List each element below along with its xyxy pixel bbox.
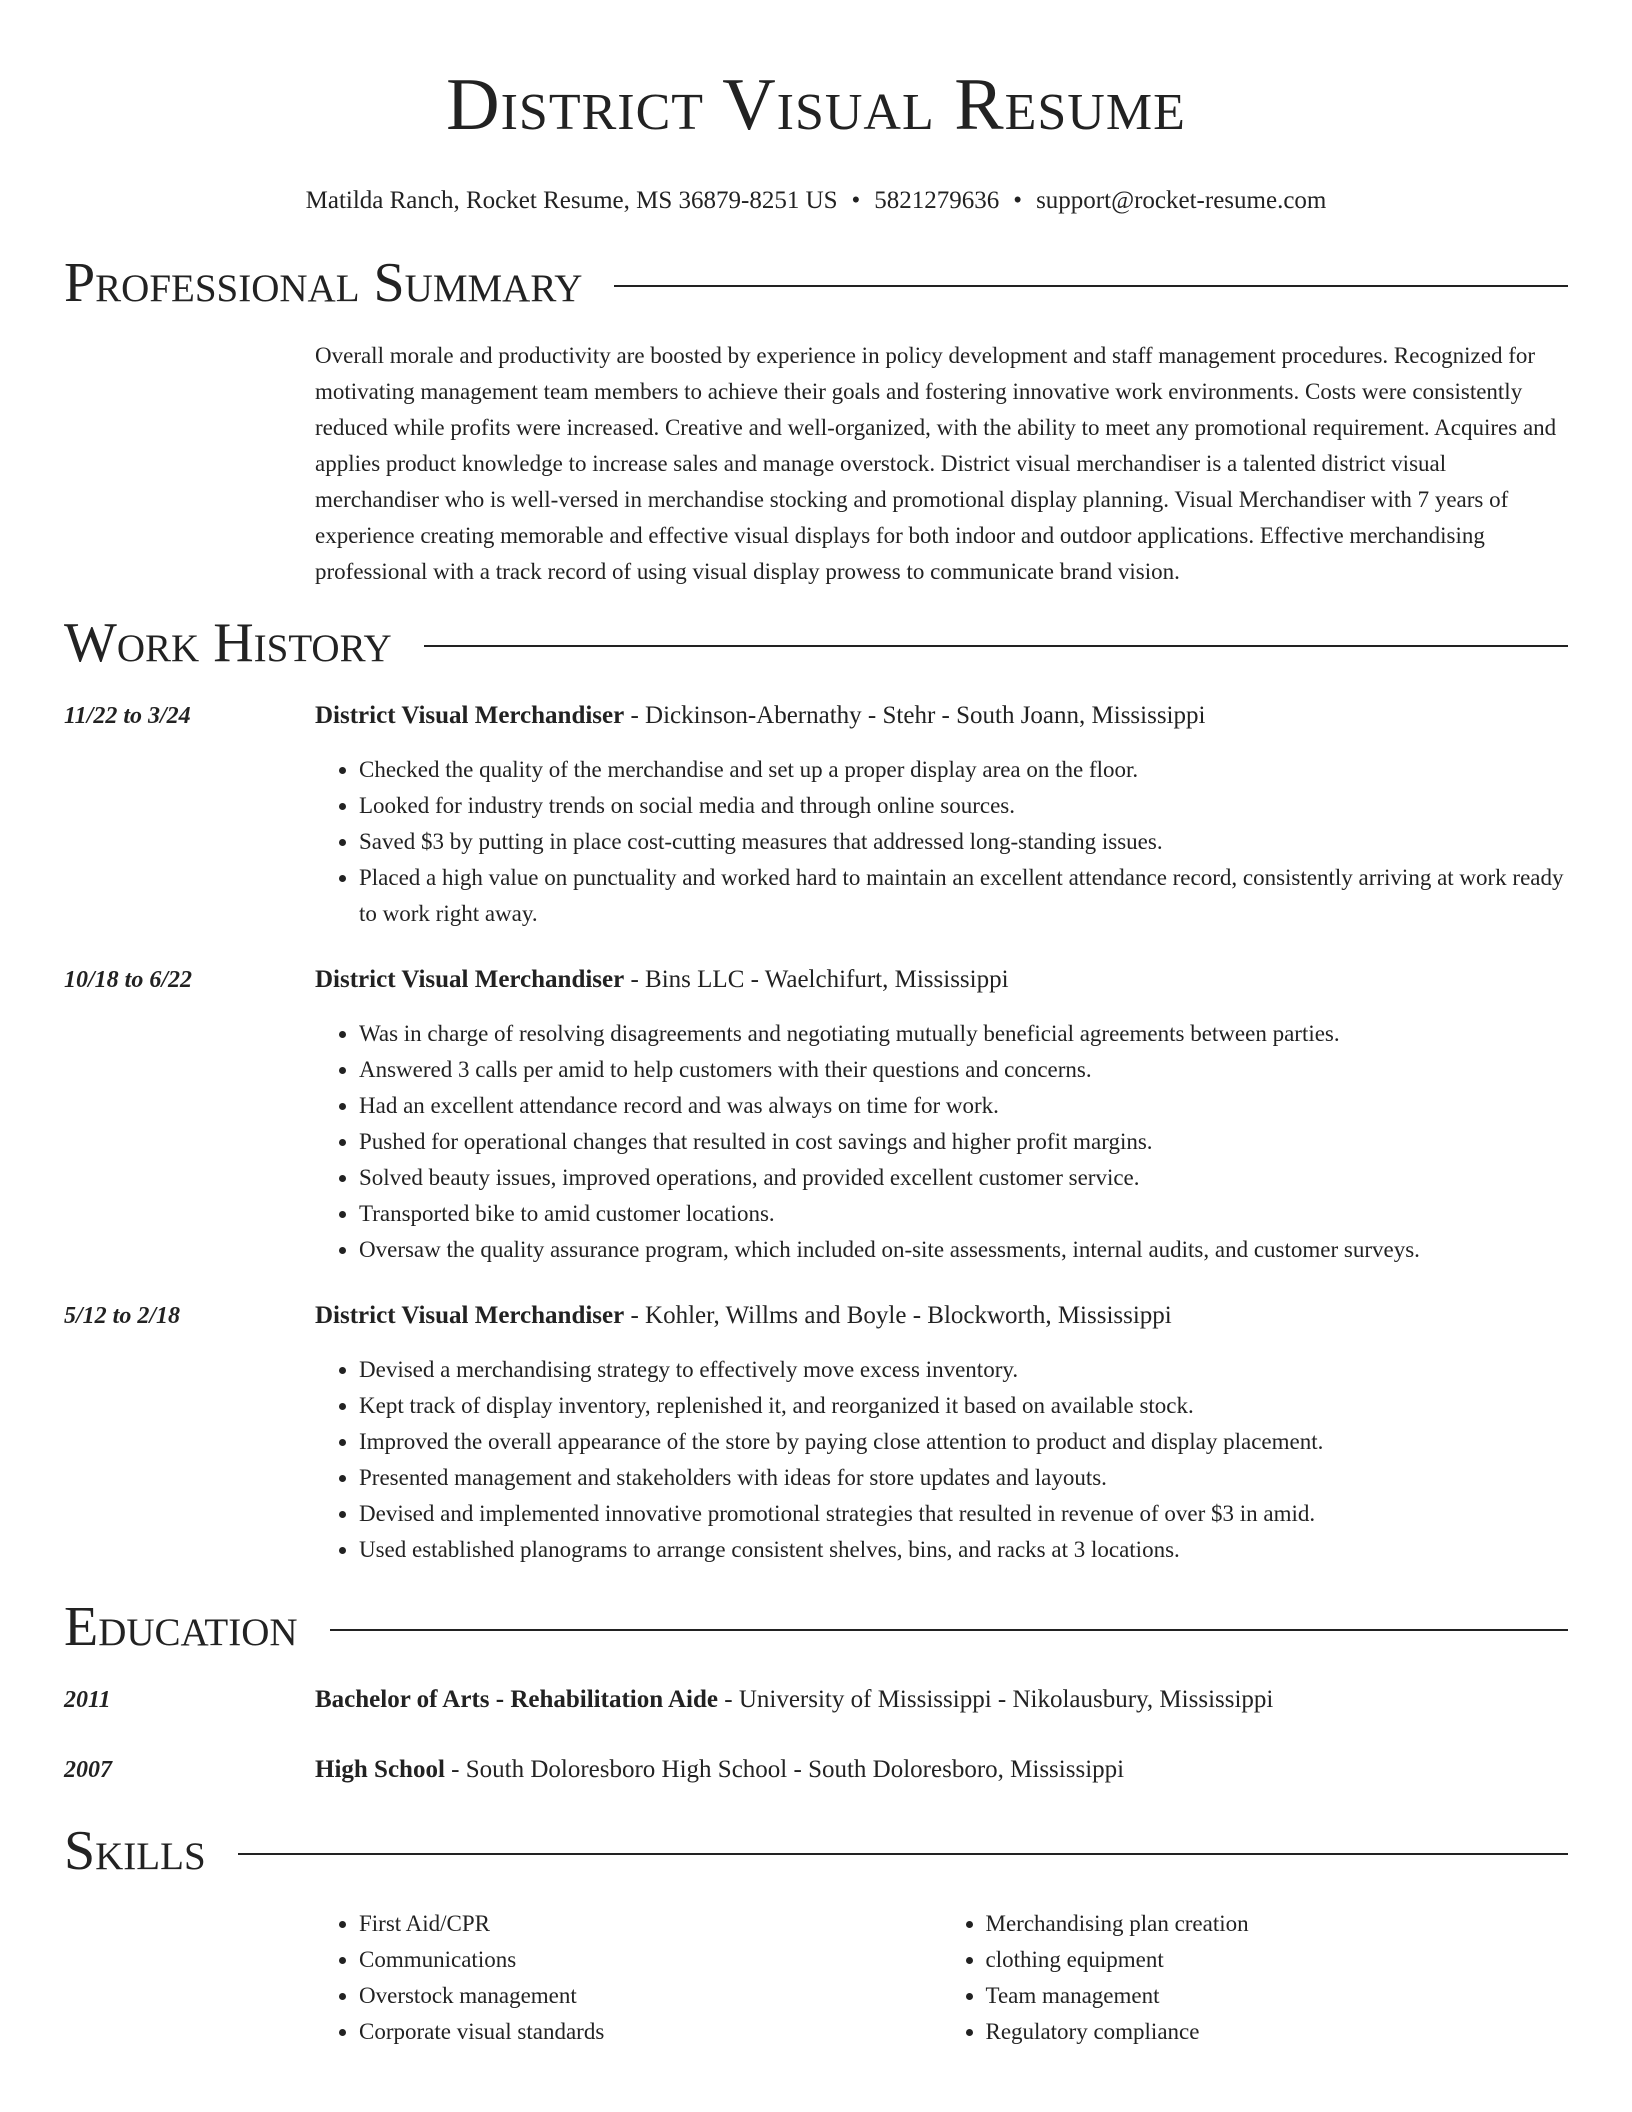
skill-item: • Merchandising plan creation [986,1906,1569,1942]
skill-item: • Team management [986,1978,1569,2014]
skill-item: • Overstock management [359,1978,942,2014]
section-title-education: Education [64,1596,298,1658]
job-bullets [315,1016,1568,1268]
job-bullet: • Solved beauty issues, improved operations, and provided excellent customer service. [359,1160,1568,1196]
job-bullet: • Oversaw the quality assurance program, which included on-site assessments, internal audits, and customer surveys. [359,1232,1568,1268]
education-year: 2011 [64,1687,111,1713]
job-bullet: • Pushed for operational changes that resulted in cost savings and higher profit margins. [359,1124,1568,1160]
job-bullet: • Kept track of display inventory, replenished it, and reorganized it based on available stock. [359,1388,1568,1424]
section-divider [614,285,1568,287]
job-bullet: • Saved $3 by putting in place cost-cutting measures that addressed long-standing issues. [359,824,1568,860]
job-bullet: • Presented management and stakeholders with ideas for store updates and layouts. [359,1460,1568,1496]
section-divider [330,1629,1568,1631]
contact-separator: • [851,187,861,214]
skill-item: • First Aid/CPR [359,1906,942,1942]
education-headline [315,1752,1568,1788]
job-body [315,1298,1568,1568]
job-bullet: • Improved the overall appearance of the store by paying close attention to product and display placement. [359,1424,1568,1460]
contact-separator: • [1013,187,1023,214]
section-divider [238,1853,1568,1855]
job-entry [64,698,1568,932]
summary-section-heading [64,254,1568,312]
education-year: 2007 [64,1757,112,1783]
contact-line [64,186,1568,216]
job-bullet: • Placed a high value on punctuality and worked hard to maintain an excellent attendance record, consistently arriving at work ready to work right away. [359,860,1568,932]
education-headline [315,1682,1568,1718]
job-headline [315,698,1568,734]
work-section-heading [64,614,1568,672]
section-title-work: Work History [64,612,392,674]
job-title: District Visual Merchandiser [315,1302,625,1329]
job-bullet: • Devised a merchandising strategy to effectively move excess inventory. [359,1352,1568,1388]
education-body [315,1752,1568,1788]
resume-title: District Visual Resume [446,64,1186,146]
job-bullet: • Had an excellent attendance record and was always on time for work. [359,1088,1568,1124]
education-details: - South Doloresboro High School - South Doloresboro, Mississippi [444,1756,1125,1783]
skill-item: • Regulatory compliance [986,2014,1569,2050]
section-title-skills: Skills [64,1820,206,1882]
education-entry [64,1752,1568,1788]
skills-grid [315,1906,1568,2050]
job-details: - Dickinson-Abernathy - Stehr - South Joann, Mississippi [624,702,1206,729]
job-dates: 11/22 to 3/24 [64,703,191,729]
skills-column-right [942,1906,1569,2050]
skill-item: • Corporate visual standards [359,2014,942,2050]
contact-phone: 5821279636 [874,187,1000,214]
job-bullet: • Devised and implemented innovative promotional strategies that resulted in revenue of over $3 in amid. [359,1496,1568,1532]
job-bullet: • Was in charge of resolving disagreements and negotiating mutually beneficial agreements between parties. [359,1016,1568,1052]
job-bullet: • Used established planograms to arrange consistent shelves, bins, and racks at 3 locations. [359,1532,1568,1568]
education-degree: High School [315,1756,445,1783]
job-dates: 5/12 to 2/18 [64,1303,181,1329]
job-headline [315,1298,1568,1334]
education-degree: Bachelor of Arts - Rehabilitation Aide [315,1686,719,1713]
job-headline [315,962,1568,998]
job-body [315,962,1568,1268]
section-divider [424,645,1568,647]
job-title: District Visual Merchandiser [315,702,625,729]
skill-item: • Communications [359,1942,942,1978]
skill-item: • clothing equipment [986,1942,1569,1978]
job-dates: 10/18 to 6/22 [64,967,193,993]
job-bullets [315,752,1568,932]
education-entry [64,1682,1568,1718]
job-entry [64,1298,1568,1568]
job-bullet: • Transported bike to amid customer locations. [359,1196,1568,1232]
job-details: - Bins LLC - Waelchifurt, Mississippi [624,966,1009,993]
education-body [315,1682,1568,1718]
education-details: - University of Mississippi - Nikolausbury, Mississippi [718,1686,1274,1713]
job-bullet: • Checked the quality of the merchandise and set up a proper display area on the floor. [359,752,1568,788]
skills-column-left [315,1906,942,2050]
job-entry [64,962,1568,1268]
contact-email: support@rocket-resume.com [1036,187,1327,214]
job-title: District Visual Merchandiser [315,966,625,993]
job-details: - Kohler, Willms and Boyle - Blockworth, Mississippi [624,1302,1172,1329]
job-bullets [315,1352,1568,1568]
section-title-summary: Professional Summary [64,252,583,314]
job-body [315,698,1568,932]
job-bullet: • Looked for industry trends on social media and through online sources. [359,788,1568,824]
contact-address: Matilda Ranch, Rocket Resume, MS 36879-8251 US [305,187,838,214]
education-section-heading [64,1598,1568,1656]
education-list [64,1682,1568,1788]
job-bullet: • Answered 3 calls per amid to help customers with their questions and concerns. [359,1052,1568,1088]
summary-text: Overall morale and productivity are boosted by experience in policy development and staff management procedures. Recognized for motivating management team members to achieve their goals and fostering innovative work environments. Costs were consistently reduced while profits were increased. Creative and well-organized, with the ability to meet any promotional requirement. Acquires and applies product knowledge to increase sales and manage overstock. District visual merchandiser is a talented district visual merchandiser who is well-versed in merchandise stocking and promotional display planning. Visual Merchandiser with 7 years of experience creating memorable and effective visual displays for both indoor and outdoor applications. Effective merchandising professional with a track record of using visual display prowess to communicate brand vision. [315,343,1557,584]
resume-page [64,0,1568,2050]
skills-section-heading [64,1822,1568,1880]
